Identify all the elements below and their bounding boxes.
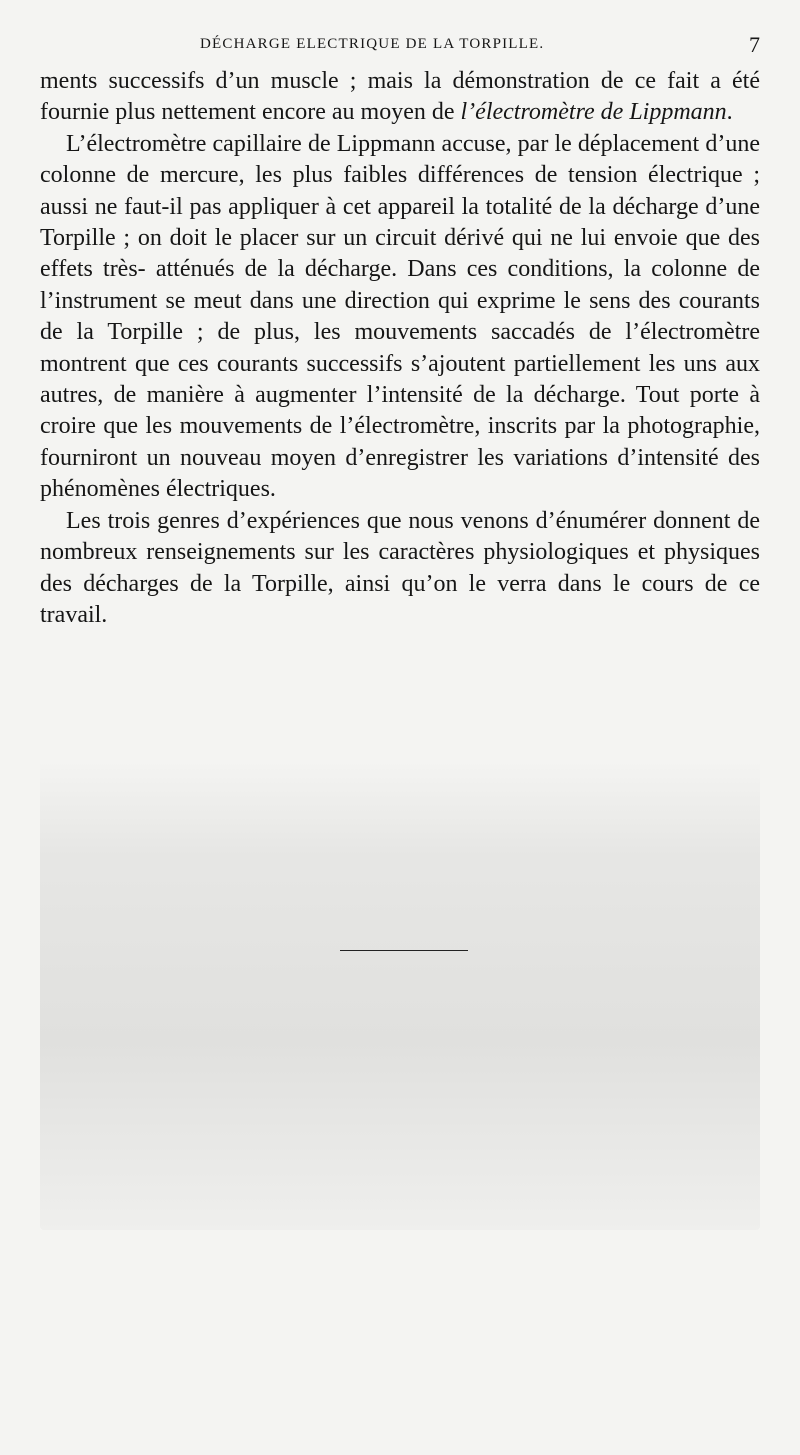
paragraph-end: . [726,99,733,126]
paragraph-experiments: Les trois genres d’expériences que nous venons d’énumérer donnent de nombreux renseignements sur les caractères physiologiques et physiques des décharges de la Torpille, ainsi qu’on le verra dans le cours de ce travail. [40,507,760,628]
running-title: DÉCHARGE ELECTRIQUE DE LA TORPILLE. [200,36,545,52]
page-number: 7 [749,32,760,57]
paragraph-electrometer: L’électromètre capillaire de Lippmann accuse, par le déplacement d’une colonne de mercure, les plus faibles différences de tension électrique ; aussi ne faut-il pas appliquer à cet appareil la totalité de la décharge d’une Torpille ; on doit le placer sur un circuit dérivé qui ne lui envoie que des effets très- atténués de la décharge. Dans ces conditions, la colonne de l’instrument se meut dans une direction qui exprime le sens des courants de la Torpille ; de plus, les mouvements saccadés de l’électromètre montrent que ces courants successifs s’ajoutent partiellement les uns aux autres, de manière à augmenter l’intensité de la décharge. Tout porte à croire que les mouvements de l’électromètre, inscrits par la photographie, fourniront un nouveau moyen d’enregistrer les variations d’intensité des phénomènes électriques. [40,130,760,503]
paragraph-text: ments successifs d’un muscle ; mais la démonstration de ce fait a été fournie plus nettement encore au moyen de [40,68,760,126]
paragraph-continuation [40,66,760,129]
section-end-rule [340,950,468,951]
running-header [40,34,760,58]
show-through-area [40,760,760,1230]
body-text [40,66,760,631]
italic-term: l’électromètre de Lippmann [460,99,727,126]
